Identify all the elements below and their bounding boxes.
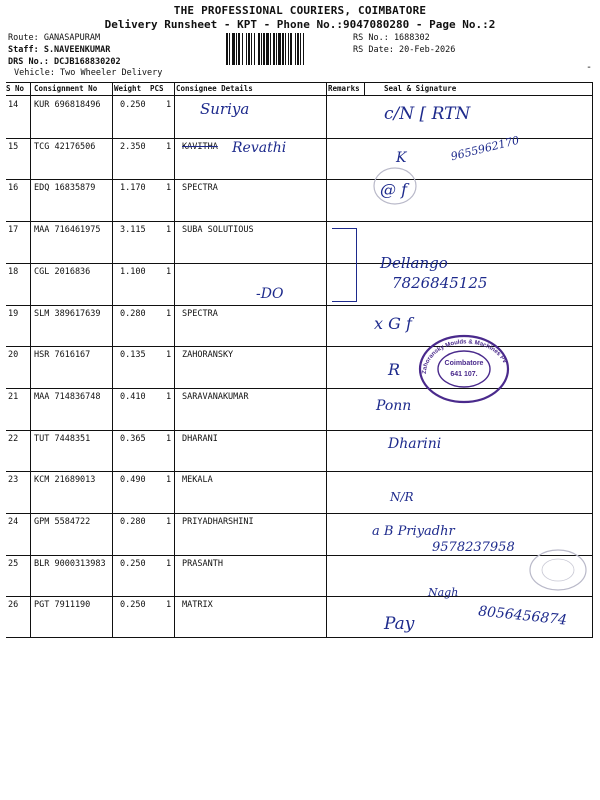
table-header	[6, 83, 592, 96]
col-divider	[364, 83, 365, 95]
row-divider	[6, 596, 592, 597]
row-pcs: 1	[166, 600, 172, 611]
vehicle-label: Vehicle: Two Wheeler Delivery	[14, 68, 163, 78]
stamp-pin: 641 107.	[450, 371, 478, 378]
row-pcs: 1	[166, 350, 172, 361]
handwritten-bracket	[332, 228, 357, 302]
drs-label: DRS No.: DCJB168830202	[8, 57, 121, 67]
row-consignment-no: KCM 21689013	[34, 475, 96, 486]
row-pcs: 1	[166, 266, 172, 277]
row-pcs: 1	[166, 225, 172, 236]
handwritten-name: Dellango	[380, 254, 448, 272]
row-consignee: SUBA SOLUTIOUS	[182, 225, 254, 236]
handwritten-signature: Dharini	[388, 436, 442, 452]
rs-number: RS No.: 1688302	[353, 33, 430, 43]
row-weight: 3.115	[120, 225, 146, 236]
row-consignee: MATRIX	[182, 600, 213, 611]
col-consignment: Consignment No	[34, 84, 98, 93]
handwritten-mark: -DO	[256, 286, 284, 302]
row-pcs: 1	[166, 308, 172, 319]
handwritten-signature: @ f	[380, 180, 408, 199]
row-divider	[6, 179, 592, 180]
row-weight: 0.280	[120, 308, 146, 319]
table-row	[6, 100, 592, 138]
row-pcs: 1	[166, 433, 172, 444]
handwritten-phone: 8056456874	[477, 603, 568, 629]
document-subtitle: Delivery Runsheet - KPT - Phone No.:9047080280 - Page No.:2	[104, 18, 496, 31]
row-consignment-no: HSR 7616167	[34, 350, 91, 361]
handwritten-phone: 9655962170	[449, 133, 521, 164]
handwritten-seal: c/N [ RTN	[384, 104, 471, 124]
row-consignment-no: MAA 716461975	[34, 225, 101, 236]
staff-label: Staff: S.NAVEENKUMAR	[8, 45, 111, 55]
row-weight: 2.350	[120, 141, 146, 152]
handwritten-phone: 7826845125	[392, 274, 488, 292]
row-sno: 22	[8, 433, 19, 444]
row-weight: 0.250	[120, 600, 146, 611]
faint-seal-stamp	[372, 166, 418, 206]
rs-date: RS Date: 20-Feb-2026	[353, 45, 456, 55]
handwritten-signature: Ponn	[376, 398, 412, 414]
handwritten-phone: 9578237958	[432, 540, 515, 555]
row-divider	[6, 430, 592, 431]
row-sno: 14	[8, 100, 19, 110]
svg-text:Zahoransky Moulds & Machines P	[418, 334, 508, 374]
row-pcs: 1	[166, 558, 172, 569]
row-consignee: MEKALA	[182, 475, 213, 486]
row-consignment-no: BLR 9000313983	[34, 558, 106, 569]
corner-dash-mark: -	[586, 62, 593, 73]
row-consignee: ZAHORANSKY	[182, 350, 234, 361]
row-sno: 20	[8, 350, 19, 361]
row-consignment-no: CGL 2016836	[34, 266, 91, 277]
handwritten-name: Suriya	[200, 100, 250, 118]
row-sno: 19	[8, 308, 19, 319]
table-row	[6, 267, 592, 305]
row-sno: 15	[8, 141, 19, 152]
row-consignment-no: MAA 714836748	[34, 391, 101, 402]
row-sno: 24	[8, 517, 19, 527]
handwritten-signature: x G f	[374, 314, 412, 333]
row-sno: 25	[8, 558, 19, 569]
row-weight: 0.410	[120, 391, 146, 402]
row-weight: 0.490	[120, 475, 146, 486]
row-pcs: 1	[166, 141, 172, 152]
col-remarks: Remarks	[328, 84, 360, 93]
row-divider	[6, 471, 592, 472]
row-consignee: PRIYADHARSHINI	[182, 517, 254, 527]
row-weight: 0.135	[120, 350, 146, 361]
col-sno: S No	[6, 84, 25, 93]
col-seal: Seal & Signature	[384, 84, 457, 93]
route-label: Route: GANASAPURAM	[8, 33, 101, 43]
faint-seal-stamp	[528, 548, 588, 592]
row-pcs: 1	[166, 100, 172, 110]
row-pcs: 1	[166, 391, 172, 402]
table-row	[6, 475, 592, 513]
row-weight: 0.365	[120, 433, 146, 444]
row-consignee: PRASANTH	[182, 558, 223, 569]
row-consignee: KAVITHA	[182, 141, 218, 152]
handwritten-name: a B Priyadhr	[372, 524, 455, 539]
handwritten-signature: K	[396, 150, 407, 166]
row-weight: 1.170	[120, 183, 146, 194]
company-seal-stamp	[418, 334, 510, 404]
row-pcs: 1	[166, 475, 172, 486]
table-row	[6, 225, 592, 263]
row-divider	[6, 513, 592, 514]
document-title: THE PROFESSIONAL COURIERS, COIMBATORE	[173, 4, 427, 17]
table-row	[6, 183, 592, 221]
row-sno: 16	[8, 183, 19, 194]
row-divider	[6, 305, 592, 306]
table-row	[6, 434, 592, 472]
stamp-company-name: Zahoransky Moulds & Machines Pv	[421, 339, 508, 375]
col-weight: Weight	[114, 84, 142, 93]
handwritten-signature: R	[388, 360, 401, 379]
col-consignee: Consignee Details	[176, 84, 253, 93]
row-consignment-no: SLM 389617639	[34, 308, 101, 319]
row-weight: 0.250	[120, 558, 146, 569]
handwritten-signature: Pay	[384, 614, 415, 634]
row-consignment-no: GPM 5584722	[34, 517, 91, 527]
row-consignment-no: PGT 7911190	[34, 600, 91, 611]
handwritten-signature: Nagh	[428, 586, 459, 599]
row-consignment-no: EDQ 16835879	[34, 183, 96, 194]
handwritten-name: Revathi	[232, 140, 287, 156]
row-consignment-no: TCG 42176506	[34, 141, 96, 152]
row-consignee: SPECTRA	[182, 308, 218, 319]
row-sno: 26	[8, 600, 19, 611]
barcode-bar	[304, 33, 307, 65]
row-sno: 23	[8, 475, 19, 486]
row-divider	[6, 263, 592, 264]
row-sno: 17	[8, 225, 19, 236]
row-consignee: DHARANI	[182, 433, 218, 444]
col-pcs: PCS	[150, 84, 164, 93]
row-weight: 0.250	[120, 100, 146, 110]
row-pcs: 1	[166, 183, 172, 194]
row-weight: 1.100	[120, 266, 146, 277]
row-consignee: SPECTRA	[182, 183, 218, 194]
handwritten-mark: N/R	[390, 490, 414, 504]
row-consignment-no: TUT 7448351	[34, 433, 91, 444]
table-row	[6, 559, 592, 597]
row-divider	[6, 221, 592, 222]
row-sno: 18	[8, 266, 19, 277]
barcode	[226, 33, 350, 65]
stamp-city: Coimbatore	[444, 360, 484, 367]
row-weight: 0.280	[120, 517, 146, 527]
row-sno: 21	[8, 391, 19, 402]
row-consignee: SARAVANAKUMAR	[182, 391, 249, 402]
row-pcs: 1	[166, 517, 172, 527]
row-consignment-no: KUR 696818496	[34, 100, 101, 110]
